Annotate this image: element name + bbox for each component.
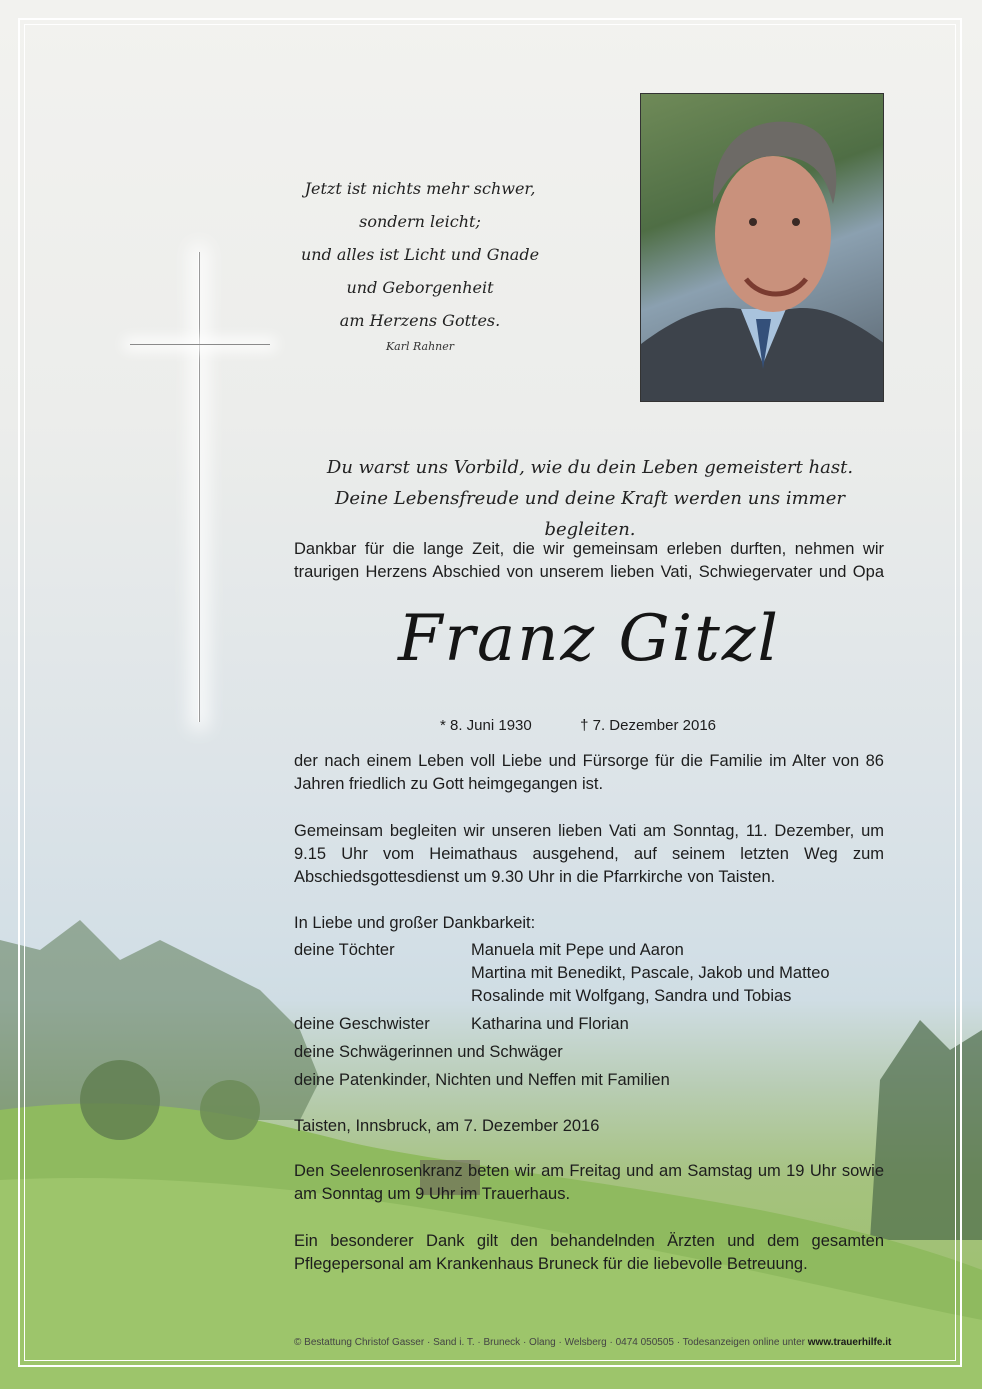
- mourners-block: [294, 912, 884, 1092]
- quote-line: Jetzt ist nichts mehr schwer,: [304, 179, 536, 198]
- motto-line: Deine Lebensfreude und deine Kraft werden uns immer begleiten.: [334, 488, 845, 540]
- quote-line: und Geborgenheit: [346, 278, 494, 297]
- mourner-row: [294, 1041, 884, 1064]
- mourner-names: Manuela mit Pepe und Aaron: [471, 941, 684, 959]
- cross-glow-horizontal: [130, 344, 270, 345]
- intro-text: [294, 538, 884, 584]
- life-dates: [440, 717, 716, 734]
- paragraph-funeral: Gemeinsam begleiten wir unseren lieben Vati am Sonntag, 11. Dezember, um 9.15 Uhr vom Heimathaus ausgehend, auf seinem letzten Weg zum Abschiedsgottesdienst um 9.30 Uhr in die Pfarrkirche von Taisten.: [294, 822, 884, 886]
- mourners-heading: In Liebe und großer Dankbarkeit:: [294, 914, 536, 932]
- footer-website-link[interactable]: www.trauerhilfe.it: [807, 1337, 892, 1348]
- birth-date: * 8. Juni 1930: [440, 717, 532, 734]
- quote-line: sondern leicht;: [359, 212, 481, 231]
- footer: [294, 1337, 952, 1348]
- quote-author: Karl Rahner: [385, 340, 455, 353]
- quote: [290, 172, 550, 337]
- mourner-row: [294, 962, 884, 985]
- paragraph-rosary: Den Seelenrosenkranz beten wir am Freitag und am Samstag um 19 Uhr sowie am Sonntag um 9 Uhr im Trauerhaus.: [294, 1162, 884, 1203]
- place-date: Taisten, Innsbruck, am 7. Dezember 2016: [294, 1117, 600, 1135]
- paragraph-passing: der nach einem Leben voll Liebe und Fürsorge für die Familie im Alter von 86 Jahren friedlich zu Gott heimgegangen ist.: [294, 752, 884, 793]
- portrait-illustration: [641, 94, 884, 402]
- mourner-names: Martina mit Benedikt, Pascale, Jakob und Matteo: [471, 964, 830, 982]
- mourner-row: [294, 939, 884, 962]
- motto: [290, 452, 890, 545]
- quote-line: und alles ist Licht und Gnade: [300, 245, 540, 264]
- mourner-names: Katharina und Florian: [471, 1015, 629, 1033]
- portrait-photo: [640, 93, 884, 402]
- paragraph-thanks: Ein besonderer Dank gilt den behandelnden Ärzten und dem gesamten Pflegepersonal am Krankenhaus Bruneck für die liebevolle Betreuung.: [294, 1232, 884, 1273]
- mourner-row: [294, 1013, 884, 1036]
- intro-line: traurigen Herzens Abschied von unserem lieben Vati, Schwiegervater und Opa: [294, 563, 884, 581]
- footer-text: © Bestattung Christof Gasser · Sand i. T. · Bruneck · Olang · Welsberg · 0474 050505 · Todesanzeigen online unter: [294, 1337, 808, 1348]
- mourner-row: [294, 1069, 884, 1092]
- quote-line: am Herzens Gottes.: [339, 311, 501, 330]
- mourner-row: [294, 985, 884, 1008]
- motto-line: Du warst uns Vorbild, wie du dein Leben gemeistert hast.: [326, 457, 854, 478]
- mourner-label: deine Geschwister: [294, 1015, 430, 1033]
- mourner-label: deine Schwägerinnen und Schwäger: [294, 1043, 563, 1061]
- cross-icon: [199, 252, 200, 722]
- deceased-name: Franz Gitzl: [398, 602, 780, 676]
- intro-line: Dankbar für die lange Zeit, die wir gemeinsam erleben durften, nehmen wir: [294, 540, 884, 558]
- mourner-names: Rosalinde mit Wolfgang, Sandra und Tobias: [471, 987, 792, 1005]
- death-date: † 7. Dezember 2016: [580, 717, 717, 734]
- mourner-label: deine Töchter: [294, 941, 395, 959]
- mourner-label: deine Patenkinder, Nichten und Neffen mit Familien: [294, 1071, 670, 1089]
